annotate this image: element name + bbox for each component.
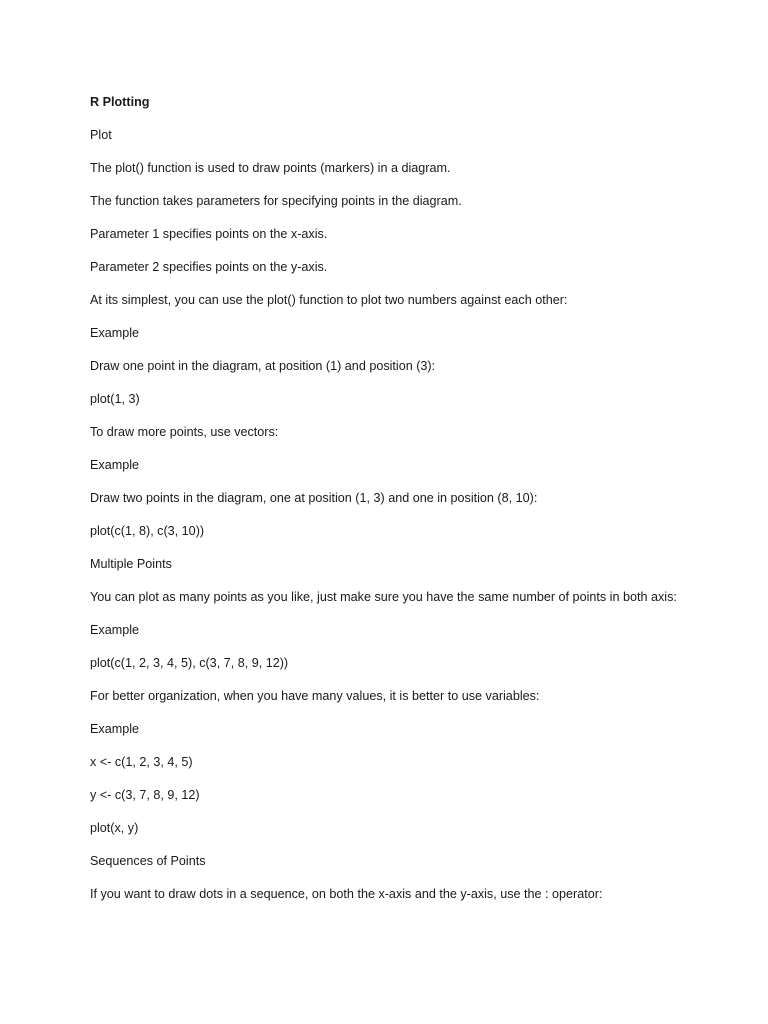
- code-line: x <- c(1, 2, 3, 4, 5): [90, 755, 193, 769]
- example-label: Example: [90, 623, 139, 637]
- example-label: Example: [90, 458, 139, 472]
- paragraph: Draw two points in the diagram, one at position (1, 3) and one in position (8, 10):: [90, 491, 538, 505]
- paragraph: You can plot as many points as you like, just make sure you have the same number of points in both axis:: [90, 590, 677, 604]
- heading-multiple-points: Multiple Points: [90, 557, 172, 571]
- document-title: R Plotting: [90, 95, 150, 109]
- code-line: y <- c(3, 7, 8, 9, 12): [90, 788, 200, 802]
- paragraph: For better organization, when you have many values, it is better to use variables:: [90, 689, 540, 703]
- heading-plot: Plot: [90, 128, 112, 142]
- paragraph: Draw one point in the diagram, at position (1) and position (3):: [90, 359, 436, 373]
- code-line: plot(c(1, 8), c(3, 10)): [90, 524, 205, 538]
- example-label: Example: [90, 326, 139, 340]
- paragraph: To draw more points, use vectors:: [90, 425, 279, 439]
- paragraph: Parameter 1 specifies points on the x-axis.: [90, 227, 328, 241]
- paragraph: At its simplest, you can use the plot() function to plot two numbers against each other:: [90, 293, 568, 307]
- example-label: Example: [90, 722, 139, 736]
- heading-sequences-of-points: Sequences of Points: [90, 854, 206, 868]
- paragraph: The plot() function is used to draw points (markers) in a diagram.: [90, 161, 451, 175]
- paragraph: If you want to draw dots in a sequence, on both the x-axis and the y-axis, use the : operator:: [90, 887, 603, 901]
- code-line: plot(1, 3): [90, 392, 140, 406]
- document-body: [90, 92, 710, 917]
- code-line: plot(c(1, 2, 3, 4, 5), c(3, 7, 8, 9, 12)): [90, 656, 289, 670]
- code-line: plot(x, y): [90, 821, 139, 835]
- paragraph: The function takes parameters for specifying points in the diagram.: [90, 194, 462, 208]
- paragraph: Parameter 2 specifies points on the y-axis.: [90, 260, 328, 274]
